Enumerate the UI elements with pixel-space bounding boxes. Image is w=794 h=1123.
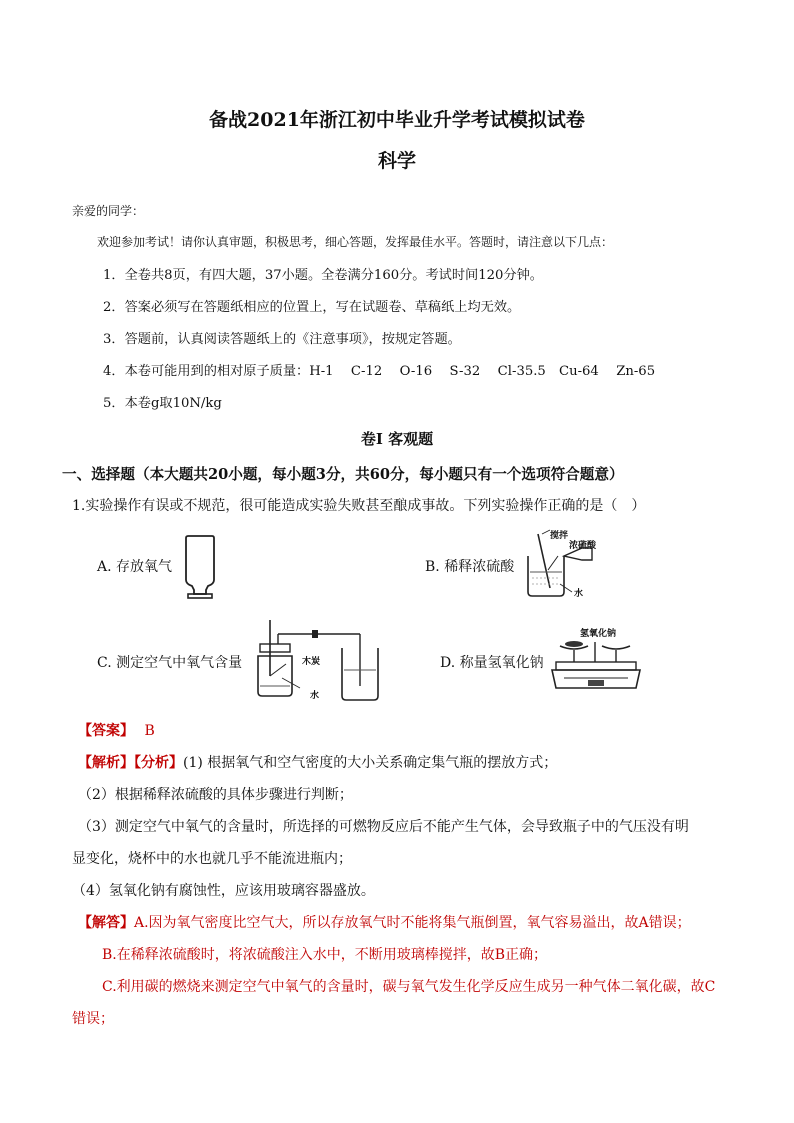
solution-line-c1: C.利用碳的燃烧来测定空气中氧气的含量时，碳与氧气发生化学反应生成另一种气体二氧化碳，故C: [102, 979, 716, 995]
analysis-line-4: （4）氢氧化钠有腐蚀性，应该用玻璃容器盛放。: [72, 883, 375, 899]
gas-jar-figure: [180, 534, 220, 602]
page-title: 备战2021年浙江初中毕业升学考试模拟试卷: [209, 109, 585, 131]
analysis-line-3b: 显变化，烧杯中的水也就几乎不能流进瓶内；: [72, 851, 352, 867]
analysis-1-text: (1) 根据氧气和空气密度的大小关系确定集气瓶的摆放方式；: [183, 755, 558, 771]
label-water-b: 水: [574, 589, 584, 599]
section-heading: 一、选择题（本大题共20小题，每小题3分，共60分，每小题只有一个选项符合题意）: [62, 466, 624, 483]
answer-value: B: [144, 723, 155, 739]
subject-title: 科学: [377, 150, 416, 172]
label-carbon: 木炭: [302, 657, 321, 667]
solution-line-c2: 错误；: [72, 1011, 114, 1027]
option-a-label: A. 存放氧气: [97, 559, 173, 575]
solution-line-b: B.在稀释浓硫酸时，将浓硫酸注入水中，不断用玻璃棒搅拌，故B正确；: [102, 947, 548, 963]
solution-line-a: [78, 912, 691, 932]
solution-a-text: A.因为氧气密度比空气大，所以存放氧气时不能将集气瓶倒置，氧气容易溢出，故A错误；: [134, 915, 691, 931]
notice-item-2: 2．答案必须写在答题纸相应的位置上，写在试题卷、草稿纸上均无效。: [103, 300, 521, 315]
solution-tag: 【解答】: [78, 915, 134, 931]
notice-item-5: 5．本卷g取10N/kg: [103, 396, 222, 411]
label-stir: 搅拌: [550, 531, 569, 541]
label-water-c: 水: [310, 691, 320, 701]
notice-item-3: 3．答题前，认真阅读答题纸上的《注意事项》，按规定答题。: [103, 332, 461, 347]
analysis-tag: 【解析】【分析】: [78, 755, 183, 771]
answer-line: [78, 720, 155, 740]
answer-tag: 【答案】: [78, 723, 134, 739]
option-b-label: B. 稀释浓硫酸: [425, 559, 515, 575]
notice-item-1: 1．全卷共8页，有四大题，37小题。全卷满分160分。考试时间120分钟。: [103, 268, 543, 283]
option-c-label: C. 测定空气中氧气含量: [97, 655, 243, 671]
option-d-label: D. 称量氢氧化钠: [440, 655, 544, 671]
greeting: 亲爱的同学：: [72, 204, 145, 218]
analysis-line-3a: （3）测定空气中氧气的含量时，所选择的可燃物反应后不能产生气体，会导致瓶子中的气压没有明: [78, 819, 689, 835]
part-heading: 卷Ⅰ 客观题: [360, 430, 434, 448]
label-naoh: 氢氧化钠: [580, 629, 617, 639]
notice-intro: 欢迎参加考试！请你认真审题，积极思考，细心答题，发挥最佳水平。答题时，请注意以下几点：: [97, 235, 614, 249]
analysis-line-1: [78, 752, 557, 772]
notice-item-4: 4．本卷可能用到的相对原子质量：H-1 C-12 O-16 S-32 Cl-35.5 Cu-64 Zn-65: [103, 364, 656, 379]
question-stem: 1.实验操作有误或不规范，很可能造成实验失败甚至酿成事故。下列实验操作正确的是（ ）: [72, 498, 646, 514]
analysis-line-2: （2）根据稀释浓硫酸的具体步骤进行判断；: [78, 787, 353, 803]
label-conc-acid: 浓硫酸: [569, 541, 597, 551]
